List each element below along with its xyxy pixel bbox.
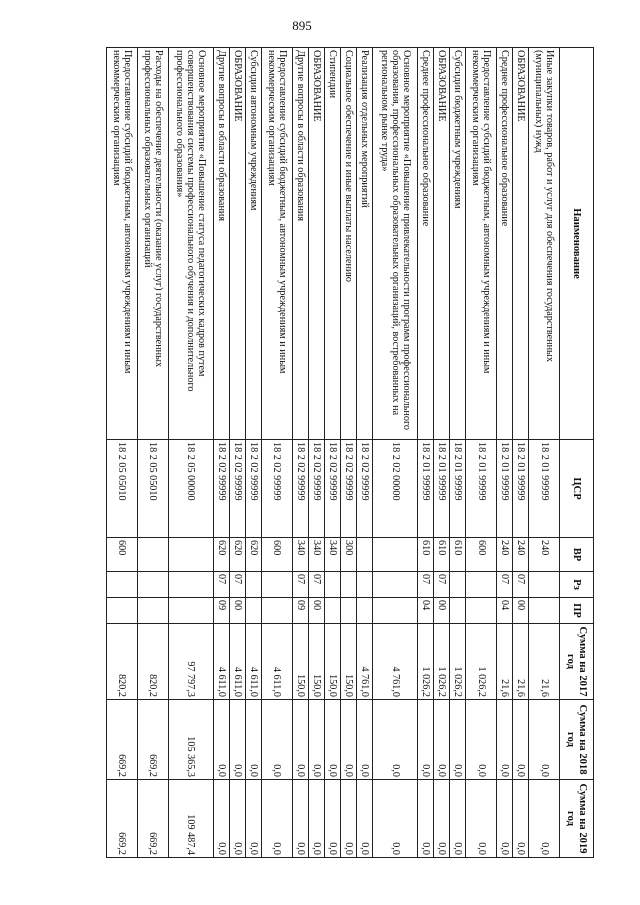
table-row [497,48,513,858]
table-cell-csr: 18 2 02 99999 [308,440,324,538]
table-cell-sum-2018: 0,0 [450,700,466,780]
header-rz: Рз [560,572,594,598]
table-cell-name: Социальное обеспечение и иные выплаты населению [340,48,356,440]
table-cell-sum-2019: 0,0 [246,780,262,858]
table-cell-sum-2019: 0,0 [450,780,466,858]
table-cell-sum-2017: 820,2 [137,624,168,700]
table-cell-sum-2017: 97 797,3 [168,624,213,700]
table-cell-name: Субсидии автономным учреждениям [246,48,262,440]
table-cell-sum-2018: 669,2 [107,700,138,780]
table-cell-sum-2018: 0,0 [246,700,262,780]
table-cell-sum-2017: 4 611,0 [246,624,262,700]
table-cell-rz [262,572,293,598]
table-cell-pr [246,598,262,624]
table-cell-sum-2018: 0,0 [356,700,372,780]
table-row [246,48,262,858]
table-cell-vr: 340 [292,538,308,572]
table-cell-pr [324,598,340,624]
table-cell-sum-2019: 0,0 [466,780,497,858]
header-pr: ПР [560,598,594,624]
table-cell-vr: 620 [230,538,246,572]
table-row [107,48,138,858]
table-cell-vr: 600 [262,538,293,572]
table-cell-vr: 240 [529,538,560,572]
table-cell-csr: 18 2 02 99999 [356,440,372,538]
table-cell-name: Основное мероприятие «Повышение привлекательности программ профессионального образования, профессиональных образовательных организаций, востребованных на региональном рынке труда» [372,48,417,440]
table-cell-name: Среднее профессиональное образование [497,48,513,440]
table-cell-csr: 18 2 02 99999 [213,440,229,538]
table-cell-name: Иные закупки товаров, работ и услуг для обеспечения государственных (муниципальных) нужд [529,48,560,440]
table-cell-sum-2017: 4 761,0 [356,624,372,700]
table-row [324,48,340,858]
table-cell-name: Другие вопросы в области образования [292,48,308,440]
table-cell-pr [372,598,417,624]
table-cell-csr: 18 2 01 99999 [466,440,497,538]
table-cell-vr [168,538,213,572]
table-cell-sum-2019: 0,0 [340,780,356,858]
table-cell-sum-2019: 0,0 [513,780,529,858]
table-cell-sum-2017: 1 026,2 [466,624,497,700]
table-cell-pr [137,598,168,624]
table-row [434,48,450,858]
table-cell-sum-2019: 0,0 [529,780,560,858]
rotated-table-container [106,47,594,857]
table-cell-rz [450,572,466,598]
table-cell-vr: 240 [513,538,529,572]
table-cell-sum-2019: 109 487,4 [168,780,213,858]
table-cell-rz: 07 [213,572,229,598]
table-cell-sum-2018: 0,0 [262,700,293,780]
table-cell-rz [246,572,262,598]
table-cell-csr: 18 2 02 99999 [262,440,293,538]
table-row [450,48,466,858]
table-cell-csr: 18 2 01 99999 [497,440,513,538]
table-row [529,48,560,858]
table-cell-sum-2019: 0,0 [262,780,293,858]
table-cell-vr [372,538,417,572]
table-cell-rz: 07 [513,572,529,598]
table-body [107,48,560,858]
table-row [262,48,293,858]
table-cell-rz [372,572,417,598]
table-cell-sum-2018: 0,0 [466,700,497,780]
table-cell-csr: 18 2 01 99999 [529,440,560,538]
table-cell-sum-2018: 0,0 [418,700,434,780]
header-sum-2018: Сумма на 2018 год [560,700,594,780]
table-cell-sum-2017: 150,0 [292,624,308,700]
table-cell-rz [529,572,560,598]
table-cell-sum-2019: 0,0 [292,780,308,858]
table-cell-csr: 18 2 01 99999 [418,440,434,538]
table-row [418,48,434,858]
table-cell-vr: 620 [213,538,229,572]
table-cell-name: Предоставление субсидий бюджетным, автономным учреждениям и иным некоммерческим организациям [262,48,293,440]
table-cell-name: Основное мероприятие «Повышение статуса педагогических кадров путем совершенствования системы профессионального обучения и дополнительного профессионального образования» [168,48,213,440]
table-cell-sum-2019: 0,0 [418,780,434,858]
table-cell-sum-2018: 0,0 [497,700,513,780]
table-row [168,48,213,858]
table-cell-sum-2017: 1 026,2 [450,624,466,700]
table-cell-name: ОБРАЗОВАНИЕ [434,48,450,440]
table-cell-pr [340,598,356,624]
table-cell-pr: 04 [497,598,513,624]
table-cell-pr: 00 [308,598,324,624]
table-cell-rz [107,572,138,598]
table-cell-csr: 18 2 02 99999 [340,440,356,538]
table-row [356,48,372,858]
table-cell-sum-2019: 0,0 [372,780,417,858]
table-cell-rz [340,572,356,598]
table-cell-csr: 18 2 02 00000 [372,440,417,538]
table-cell-pr [450,598,466,624]
table-cell-vr: 610 [434,538,450,572]
table-cell-pr: 04 [418,598,434,624]
table-cell-name: Реализация отдельных мероприятий [356,48,372,440]
table-cell-sum-2019: 669,2 [107,780,138,858]
table-cell-pr: 00 [230,598,246,624]
table-cell-vr [356,538,372,572]
table-cell-sum-2018: 0,0 [213,700,229,780]
table-cell-vr: 340 [324,538,340,572]
table-cell-name: Среднее профессиональное образование [418,48,434,440]
table-cell-csr: 18 2 02 99999 [230,440,246,538]
table-cell-rz [466,572,497,598]
table-cell-sum-2017: 4 611,0 [213,624,229,700]
table-cell-sum-2017: 4 611,0 [262,624,293,700]
table-cell-pr [262,598,293,624]
table-cell-sum-2018: 0,0 [324,700,340,780]
table-cell-name: Стипендии [324,48,340,440]
table-row [513,48,529,858]
table-cell-sum-2018: 0,0 [230,700,246,780]
table-cell-sum-2019: 0,0 [213,780,229,858]
table-cell-sum-2019: 0,0 [308,780,324,858]
table-cell-name: Субсидии бюджетным учреждениям [450,48,466,440]
table-cell-csr: 18 2 02 99999 [324,440,340,538]
table-cell-vr: 340 [308,538,324,572]
table-cell-sum-2017: 150,0 [340,624,356,700]
table-cell-sum-2017: 21,6 [513,624,529,700]
table-cell-sum-2017: 150,0 [324,624,340,700]
table-cell-vr: 600 [466,538,497,572]
table-cell-sum-2019: 0,0 [230,780,246,858]
table-cell-pr [529,598,560,624]
header-sum-2017: Сумма на 2017 год [560,624,594,700]
table-cell-vr: 620 [246,538,262,572]
table-cell-name: ОБРАЗОВАНИЕ [513,48,529,440]
table-cell-pr [466,598,497,624]
table-cell-csr: 18 2 01 99999 [513,440,529,538]
table-cell-rz: 07 [497,572,513,598]
table-cell-name: Предоставление субсидий бюджетным, автономным учреждениям и иным некоммерческим организациям [107,48,138,440]
table-cell-rz [168,572,213,598]
table-cell-pr [107,598,138,624]
table-cell-rz [324,572,340,598]
table-cell-pr: 00 [513,598,529,624]
table-cell-sum-2017: 4 611,0 [230,624,246,700]
table-cell-sum-2017: 1 026,2 [434,624,450,700]
table-cell-vr: 610 [450,538,466,572]
table-cell-sum-2019: 0,0 [356,780,372,858]
table-cell-rz: 07 [434,572,450,598]
table-cell-rz: 07 [418,572,434,598]
table-cell-sum-2018: 0,0 [529,700,560,780]
table-cell-csr: 18 2 05 00000 [168,440,213,538]
table-cell-sum-2017: 4 761,0 [372,624,417,700]
table-cell-pr: 09 [292,598,308,624]
table-cell-name: Предоставление субсидий бюджетным, автономным учреждениям и иным некоммерческим организациям [466,48,497,440]
table-row [372,48,417,858]
table-cell-csr: 18 2 02 99999 [246,440,262,538]
table-cell-vr: 600 [107,538,138,572]
table-cell-pr [356,598,372,624]
table-cell-rz: 07 [292,572,308,598]
table-row [137,48,168,858]
table-cell-csr: 18 2 01 99999 [450,440,466,538]
table-cell-vr: 610 [418,538,434,572]
header-name: Наименование [560,48,594,440]
table-header-row [560,48,594,858]
table-cell-sum-2017: 1 026,2 [418,624,434,700]
table-cell-name: Другие вопросы в области образования [213,48,229,440]
table-cell-name: Расходы на обеспечение деятельности (оказание услуг) государственных профессиональных образовательных организаций [137,48,168,440]
table-cell-rz: 07 [230,572,246,598]
header-vr: ВР [560,538,594,572]
table-cell-name: ОБРАЗОВАНИЕ [308,48,324,440]
table-row [340,48,356,858]
table-cell-rz [137,572,168,598]
table-cell-csr: 18 2 05 05010 [107,440,138,538]
table-cell-sum-2018: 105 365,3 [168,700,213,780]
table-cell-csr: 18 2 05 05010 [137,440,168,538]
table-cell-rz [356,572,372,598]
table-row [230,48,246,858]
table-row [308,48,324,858]
table-cell-sum-2018: 0,0 [513,700,529,780]
table-cell-sum-2018: 0,0 [340,700,356,780]
table-cell-vr [137,538,168,572]
table-row [466,48,497,858]
table-cell-sum-2018: 669,2 [137,700,168,780]
table-row [213,48,229,858]
table-cell-sum-2019: 0,0 [497,780,513,858]
table-cell-csr: 18 2 02 99999 [292,440,308,538]
table-cell-sum-2017: 21,6 [497,624,513,700]
table-cell-pr: 09 [213,598,229,624]
table-cell-csr: 18 2 01 99999 [434,440,450,538]
table-cell-sum-2019: 0,0 [324,780,340,858]
page-number: 895 [292,18,312,33]
table-cell-sum-2018: 0,0 [372,700,417,780]
table-cell-pr [168,598,213,624]
table-cell-sum-2017: 21,6 [529,624,560,700]
header-csr: ЦСР [560,440,594,538]
table-cell-sum-2017: 150,0 [308,624,324,700]
table-cell-sum-2017: 820,2 [107,624,138,700]
budget-table [106,47,594,858]
table-cell-vr: 300 [340,538,356,572]
table-cell-name: ОБРАЗОВАНИЕ [230,48,246,440]
table-cell-sum-2019: 669,2 [137,780,168,858]
table-cell-sum-2018: 0,0 [434,700,450,780]
table-cell-sum-2018: 0,0 [308,700,324,780]
table-cell-sum-2019: 0,0 [434,780,450,858]
table-cell-rz: 07 [308,572,324,598]
table-cell-sum-2018: 0,0 [292,700,308,780]
table-cell-pr: 00 [434,598,450,624]
table-cell-vr: 240 [497,538,513,572]
header-sum-2019: Сумма на 2019 год [560,780,594,858]
table-row [292,48,308,858]
